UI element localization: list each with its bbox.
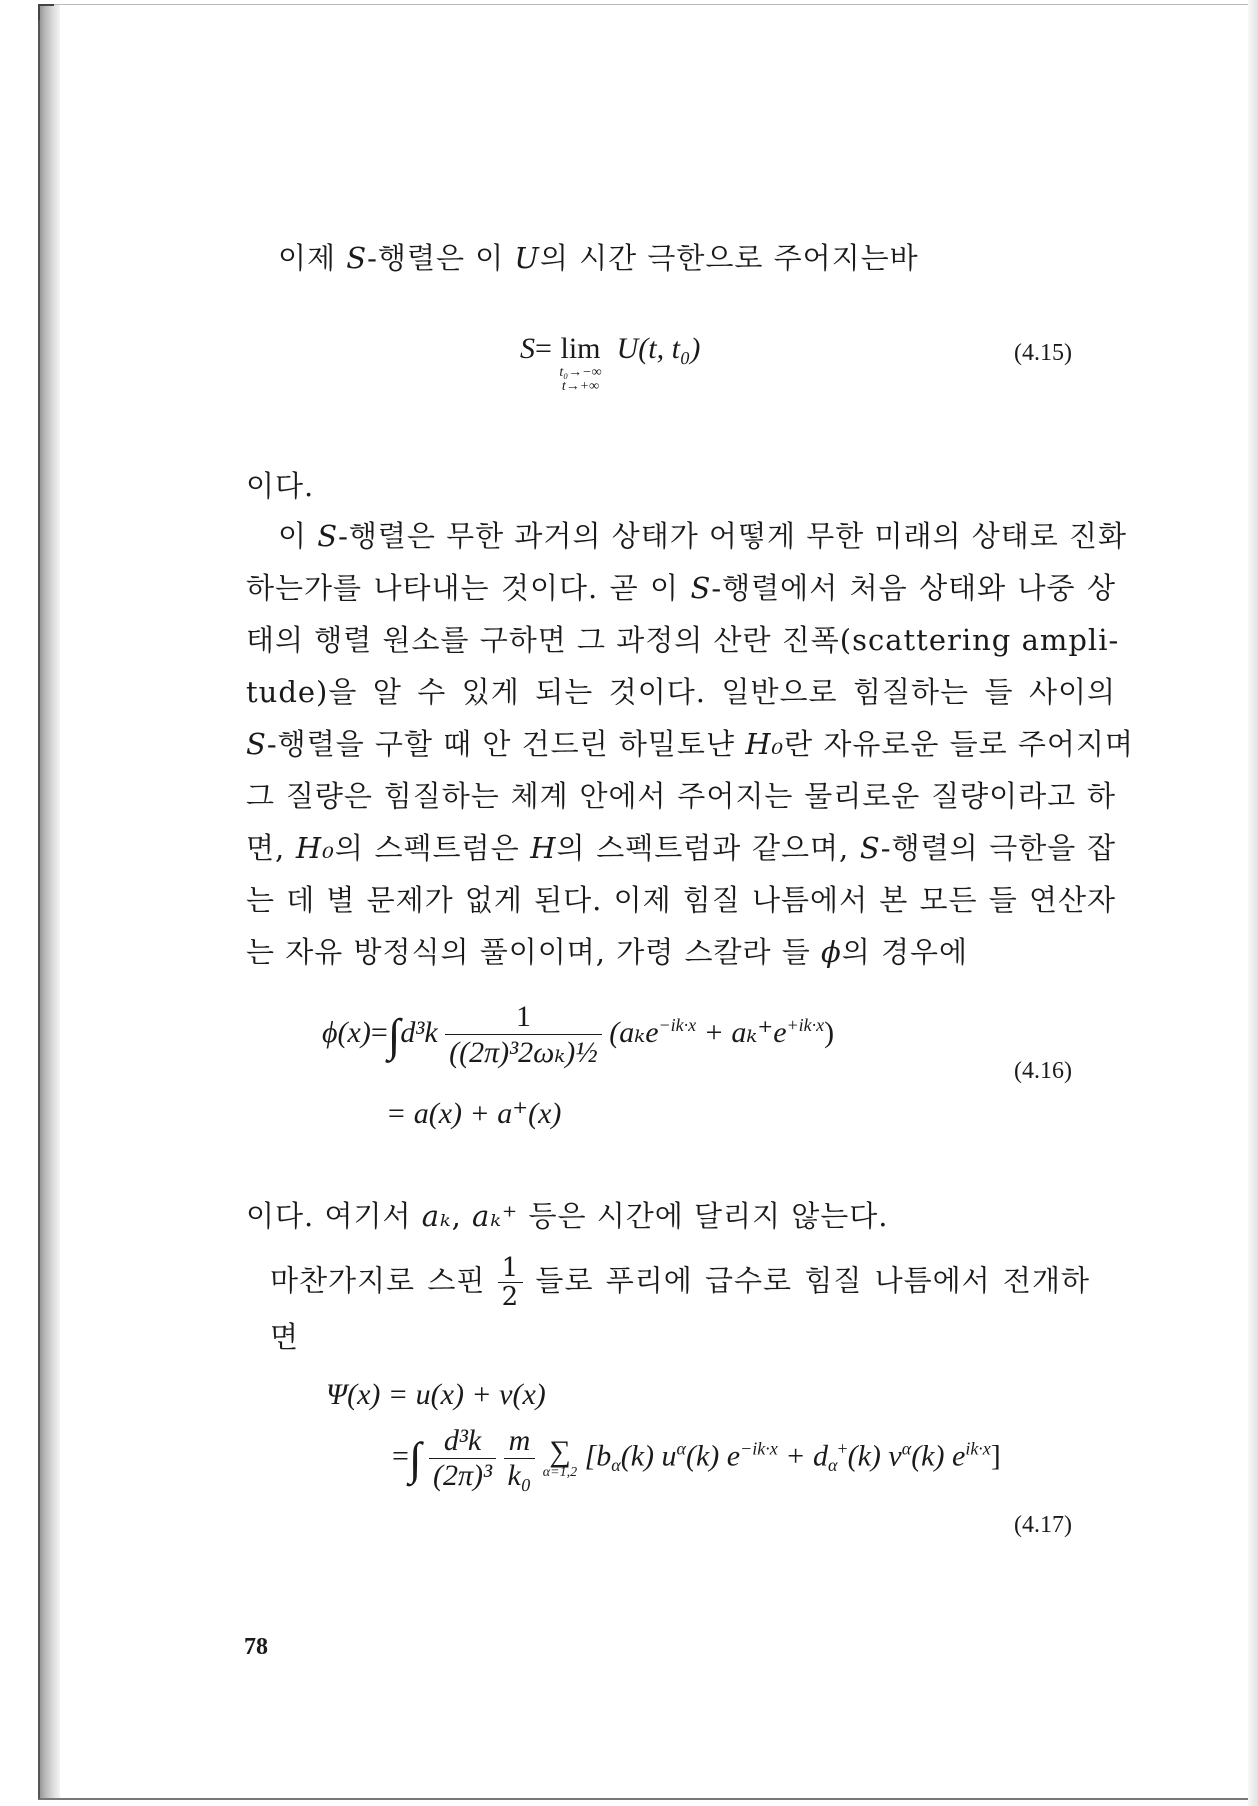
intro-text: 이제: [278, 241, 347, 275]
exponent: −ik·x: [658, 1015, 697, 1036]
symbol-U: U: [514, 241, 540, 275]
paragraph-line: 태의 행렬 원소를 구하면 그 과정의 산란 진폭(scattering ampli-: [246, 623, 1120, 657]
paragraph-line: 면, H₀의 스펙트럼은 H의 스펙트럼과 같으며, S-행렬의 극한을 잡: [246, 831, 1116, 865]
paragraph-line: 그 질량은 힘질하는 체계 안에서 주어지는 물리로운 질량이라고 하: [246, 779, 1116, 813]
book-page-edge-right: [1248, 0, 1258, 1806]
fraction-one-half: $\frac{1}{2}$: [498, 1254, 524, 1311]
eq-equals: =: [535, 332, 552, 365]
intro-line: [278, 232, 1078, 284]
paragraph-line: tude)을 알 수 있게 되는 것이다. 일반으로 힘질하는 들 사이의: [246, 675, 1116, 709]
equation-4-17-line2: =∫ $\frac{\text{d³k}}{\text{(2π)³}}$ $\frac{m}{\text{k₀}}$ ∑ α=1,2 [$b_\alpha(k)$ $u^\alpha(k) e^{-ik\cdot x} + d_\alpha^+(k)$ $v^\alpha(k)$ $e^{ik\cdot x}$]: [392, 1424, 1001, 1492]
paragraph-line: S-행렬을 구할 때 안 건드린 하밀토냔 H₀란 자유로운 들로 주어지며: [246, 727, 1134, 761]
eq-term: + aₖ⁺e: [696, 1015, 787, 1049]
paragraph-3: 마찬가지로 스핀 $\frac{1}{2}$ 들로 푸리에 급수로 힘질 나틈에서 전개하면: [270, 1253, 1090, 1354]
limit-text: lim: [560, 332, 601, 365]
intro-text: 의 시간 극한으로 주어지는바: [539, 241, 919, 275]
paragraph-line: 이 S-행렬은 무한 과거의 상태가 어떻게 무한 미래의 상태로 진화: [278, 519, 1127, 553]
symbol-S: S: [346, 241, 368, 275]
equation-4-16-line2: = a(x) + a⁺(x): [386, 1097, 562, 1130]
paragraph-line: 는 데 별 문제가 없게 된다. 이제 힘질 나틈에서 본 모든 들 연산자: [246, 883, 1116, 917]
paragraph-line: 는 자유 방정식의 풀이이며, 가령 스칼라 들 ϕ의 경우에: [246, 935, 969, 969]
eq-term: (aₖe: [609, 1015, 659, 1049]
eq-lhs: S: [520, 332, 535, 365]
paragraph-line: 하는가를 나타내는 것이다. 곧 이 S-행렬에서 처음 상태와 나중 상: [246, 571, 1116, 605]
fraction: $\frac{m}{\text{k₀}}$: [504, 1424, 536, 1493]
equation-number: (4.15): [1014, 340, 1072, 366]
integral-sign: ∫: [408, 1433, 422, 1484]
eq-term: ): [824, 1015, 835, 1049]
equation-number: (4.16): [1014, 1058, 1072, 1084]
limit-condition: t→+∞: [561, 379, 600, 394]
equation-4-16: [322, 1000, 834, 1070]
symbol-U: U: [616, 332, 639, 365]
measure: d³k: [400, 1015, 438, 1049]
text-ida: 이다.: [246, 469, 315, 503]
equation-4-17-line1: Ψ(x) = u(x) + v(x): [326, 1378, 546, 1411]
eq-args: (t, t₀): [638, 332, 701, 365]
equation-number: (4.17): [1014, 1512, 1072, 1538]
equation-4-15: [520, 332, 700, 394]
paragraph-1: [246, 510, 1134, 978]
eq-equals: =: [392, 1439, 409, 1473]
book-page-corner: [38, 4, 54, 20]
limit-operator: [559, 332, 601, 394]
fraction-denominator: ((2π)³2ωₖ)½: [449, 1036, 598, 1069]
eq-lhs: ϕ(x): [322, 1015, 371, 1049]
integral-sign: ∫: [387, 1009, 401, 1061]
fraction: $\frac{\text{d³k}}{\text{(2π)³}}$: [429, 1424, 496, 1493]
fraction-numerator: 1: [445, 1000, 602, 1035]
fraction: [445, 1000, 602, 1070]
limit-condition: t₀→−∞: [559, 365, 602, 380]
intro-text: -행렬은 이: [367, 241, 515, 275]
summation: ∑ α=1,2: [542, 1434, 578, 1480]
paragraph-2: 이다. 여기서 aₖ, aₖ⁺ 등은 시간에 달리지 않는다.: [246, 1199, 889, 1233]
page-number: 78: [244, 1634, 268, 1660]
exponent: +ik·x: [786, 1015, 825, 1036]
eq-equals: =: [370, 1015, 388, 1049]
